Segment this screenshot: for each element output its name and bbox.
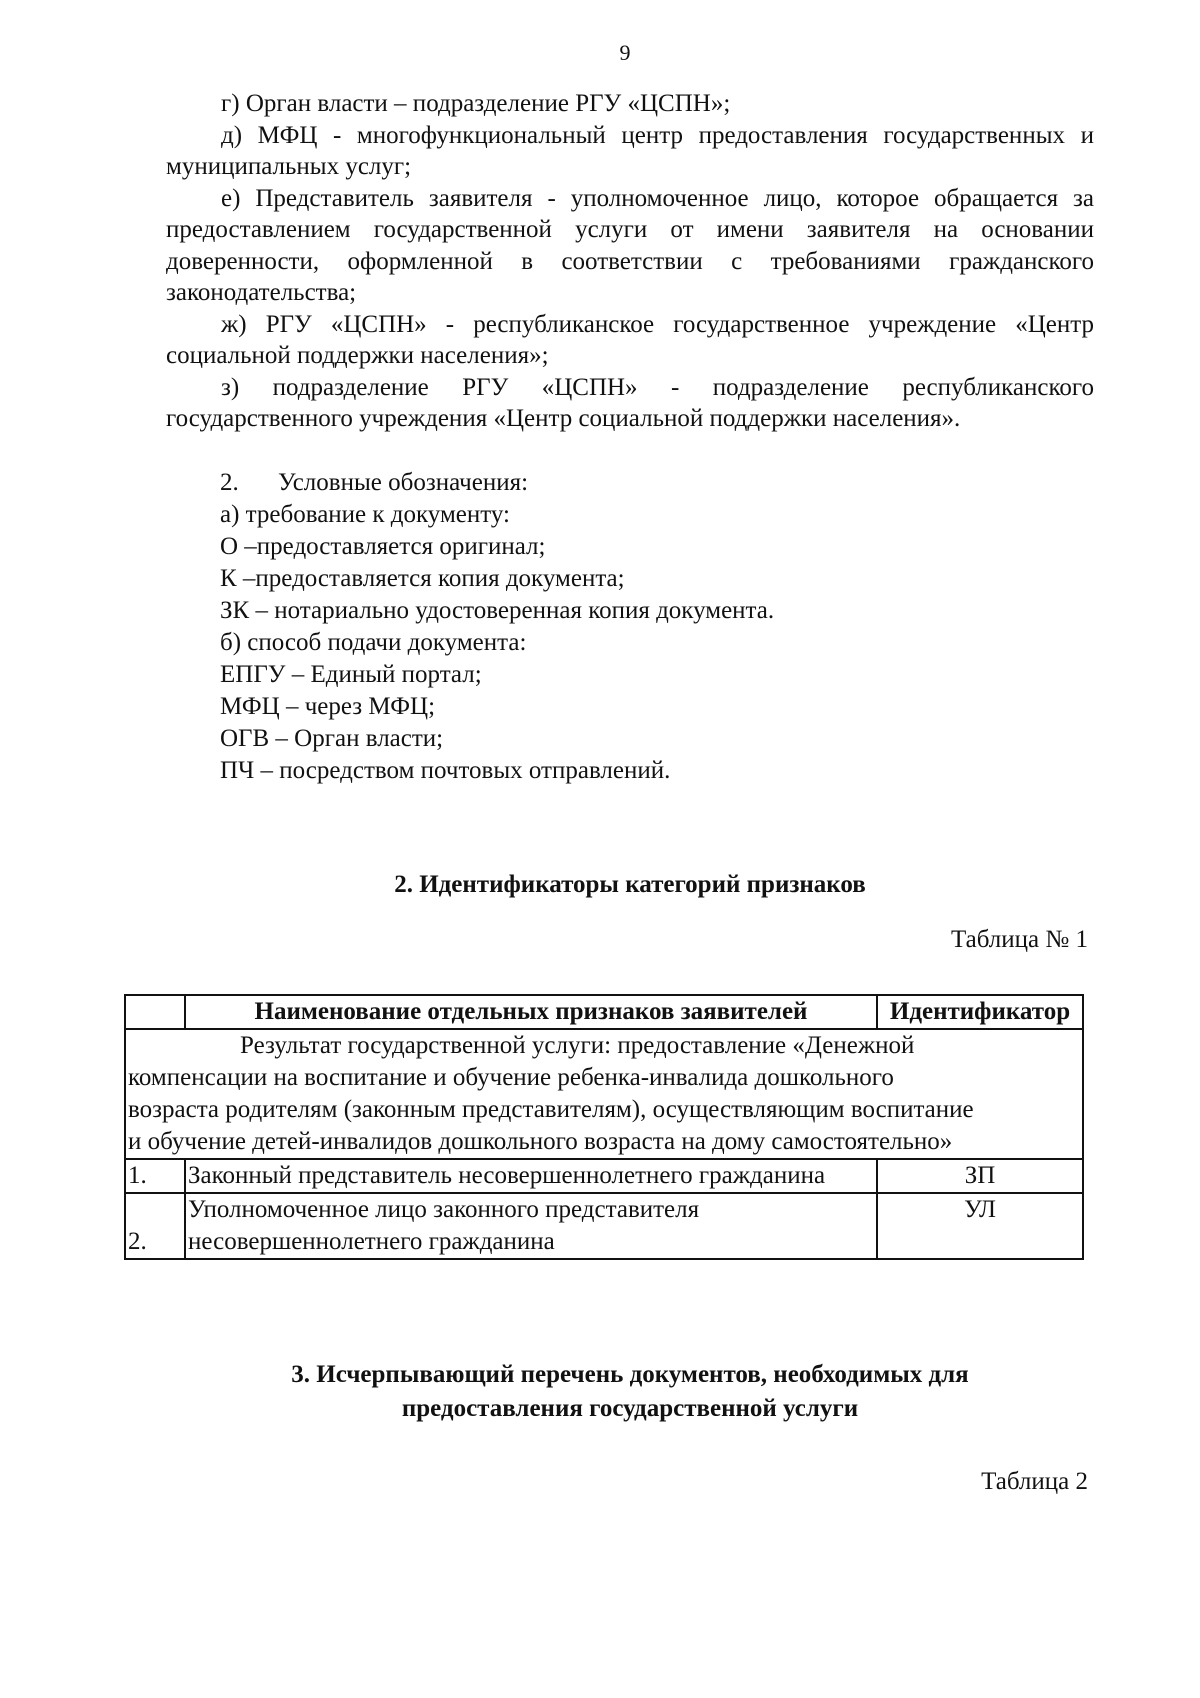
row-number: 1.	[125, 1159, 185, 1193]
legend-line: ПЧ – посредством почтовых отправлений.	[220, 757, 671, 784]
header-number	[125, 995, 185, 1029]
table-2-label: Таблица 2	[981, 1468, 1088, 1495]
definitions-list	[166, 88, 1094, 435]
legend-line: б) способ подачи документа:	[220, 629, 527, 656]
legend-title: Условные обозначения:	[278, 469, 529, 496]
legend-line: К –предоставляется копия документа;	[220, 565, 625, 592]
table-header-row	[125, 995, 1083, 1029]
definition-item: г) Орган власти – подразделение РГУ «ЦСПН»;	[221, 90, 731, 117]
row-identifier: ЗП	[877, 1159, 1083, 1193]
result-line: компенсации на воспитание и обучение ребенка-инвалида дошкольного	[128, 1064, 894, 1091]
legend-line: ОГВ – Орган власти;	[220, 725, 444, 752]
row-name: Законный представитель несовершеннолетнего гражданина	[185, 1159, 877, 1193]
table-row	[125, 1193, 1083, 1259]
result-cell	[125, 1029, 1083, 1159]
header-name: Наименование отдельных признаков заявителей	[185, 995, 877, 1029]
result-line: Результат государственной услуги: предоставление «Денежной	[240, 1032, 915, 1059]
table-row	[125, 1159, 1083, 1193]
legend-heading	[220, 467, 774, 499]
section-3-title: 3. Исчерпывающий перечень документов, необходимых для предоставления государственной услуги	[291, 1361, 969, 1422]
legend-line: ЕПГУ – Единый портал;	[220, 661, 482, 688]
definition-item: ж) РГУ «ЦСПН» - республиканское государственное учреждение «Центр социальной поддержки населения»;	[166, 310, 1094, 369]
result-row	[125, 1029, 1083, 1159]
legend-line: МФЦ – через МФЦ;	[220, 693, 436, 720]
definition-item: е) Представитель заявителя - уполномоченное лицо, которое обращается за предоставлением государственной услуги от имени заявителя на основании доверенности, оформленной в соответствии с требованиями гражданского законодательства;	[166, 184, 1094, 306]
identifiers-table	[124, 994, 1084, 1260]
result-line: возраста родителям (законным представителям), осуществляющим воспитание	[128, 1096, 974, 1123]
header-identifier: Идентификатор	[877, 995, 1083, 1029]
legend-block	[220, 467, 774, 787]
table-1-label: Таблица № 1	[950, 926, 1088, 953]
result-line: и обучение детей-инвалидов дошкольного возраста на дому самостоятельно»	[128, 1128, 953, 1155]
legend-line: О –предоставляется оригинал;	[220, 533, 546, 560]
definition-item: з) подразделение РГУ «ЦСПН» - подразделение республиканского государственного учреждения «Центр социальной поддержки населения».	[166, 373, 1094, 432]
legend-line: ЗК – нотариально удостоверенная копия документа.	[220, 597, 775, 624]
row-identifier: УЛ	[877, 1193, 1083, 1259]
page-number: 9	[619, 40, 631, 65]
legend-number: 2.	[220, 469, 239, 496]
section-2-title: 2. Идентификаторы категорий признаков	[394, 871, 866, 898]
definition-item: д) МФЦ - многофункциональный центр предоставления государственных и муниципальных услуг;	[166, 121, 1094, 180]
row-number: 2.	[125, 1193, 185, 1259]
legend-line: а) требование к документу:	[220, 501, 510, 528]
row-name: Уполномоченное лицо законного представителя несовершеннолетнего гражданина	[185, 1193, 877, 1259]
